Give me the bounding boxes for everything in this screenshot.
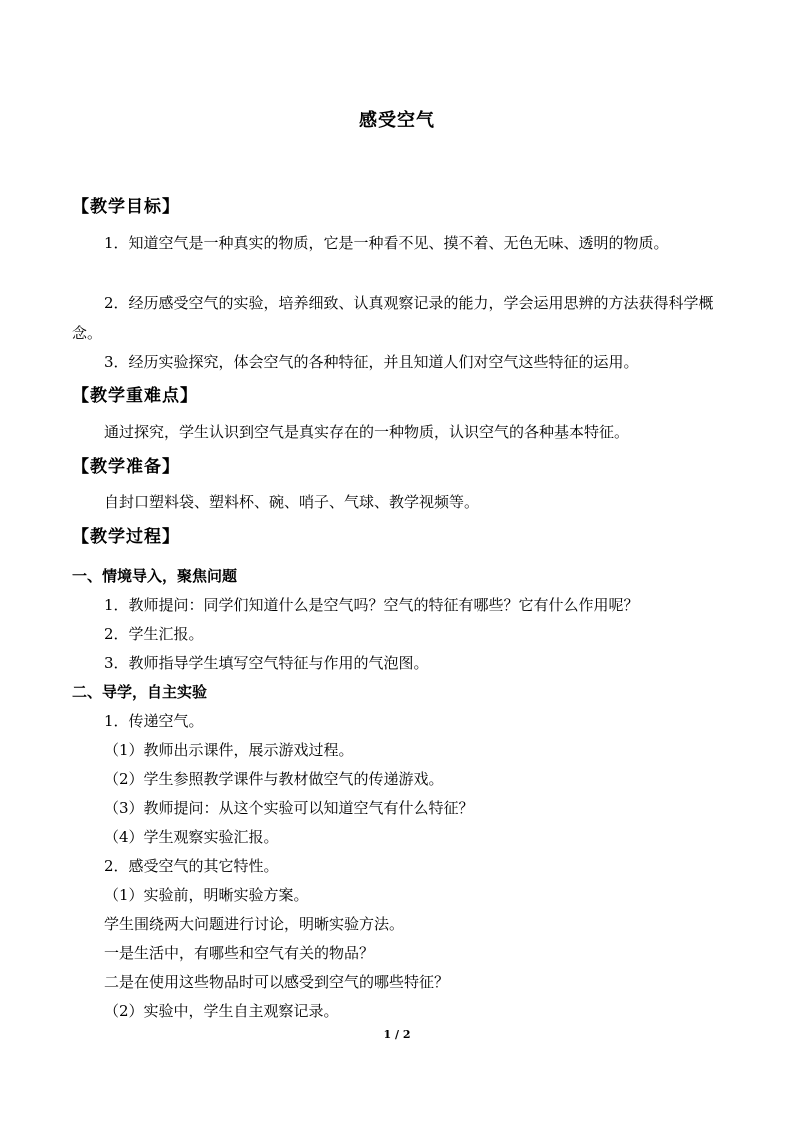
- process-part2-line: 一是生活中，有哪些和空气有关的物品？: [104, 944, 375, 962]
- process-part2-line: （1）实验前，明晰实验方案。: [104, 886, 309, 904]
- process-part1-item: 1．教师提问：同学们知道什么是空气吗？空气的特征有哪些？它有什么作用呢？: [104, 596, 639, 614]
- heading-preparation: 【教学准备】: [72, 457, 180, 477]
- heading-objectives: 【教学目标】: [72, 197, 180, 217]
- process-part2-heading: 二、导学，自主实验: [72, 683, 208, 701]
- process-part2-line: （3）教师提问：从这个实验可以知道空气有什么特征？: [104, 799, 474, 817]
- document-title: 感受空气: [359, 110, 435, 131]
- process-part1-item: 2．学生汇报。: [104, 625, 204, 643]
- process-part1-item: 3．教师指导学生填写空气特征与作用的气泡图。: [104, 654, 429, 672]
- process-part2-line: 2．感受空气的其它特性。: [104, 857, 279, 875]
- objective-item: 1．知道空气是一种真实的物质，它是一种看不见、摸不着、无色无味、透明的物质。: [104, 234, 669, 252]
- preparation-text: 自封口塑料袋、塑料杯、碗、哨子、气球、教学视频等。: [104, 493, 480, 511]
- process-part2-line: （4）学生观察实验汇报。: [104, 828, 279, 846]
- heading-key-points: 【教学重难点】: [72, 386, 198, 406]
- process-part2-line: 1．传递空气。: [104, 712, 204, 730]
- key-points-text: 通过探究，学生认识到空气是真实存在的一种物质，认识空气的各种基本特征。: [104, 423, 630, 441]
- process-part2-line: 学生围绕两大问题进行讨论，明晰实验方法。: [104, 915, 405, 933]
- objective-item: 2．经历感受空气的实验，培养细致、认真观察记录的能力，学会运用思辨的方法获得科学概念。: [72, 294, 714, 342]
- process-part2-line: （2）学生参照教学课件与教材做空气的传递游戏。: [104, 770, 444, 788]
- heading-process: 【教学过程】: [72, 527, 180, 547]
- process-part2-line: 二是在使用这些物品时可以感受到空气的哪些特征？: [104, 973, 450, 991]
- process-part1-heading: 一、情境导入，聚焦问题: [72, 567, 238, 585]
- process-part2-line: （2）实验中，学生自主观察记录。: [104, 1002, 339, 1020]
- page-number: 1 / 2: [383, 1028, 411, 1041]
- process-part2-line: （1）教师出示课件，展示游戏过程。: [104, 741, 354, 759]
- objective-item: 3．经历实验探究，体会空气的各种特征，并且知道人们对空气这些特征的运用。: [104, 353, 639, 371]
